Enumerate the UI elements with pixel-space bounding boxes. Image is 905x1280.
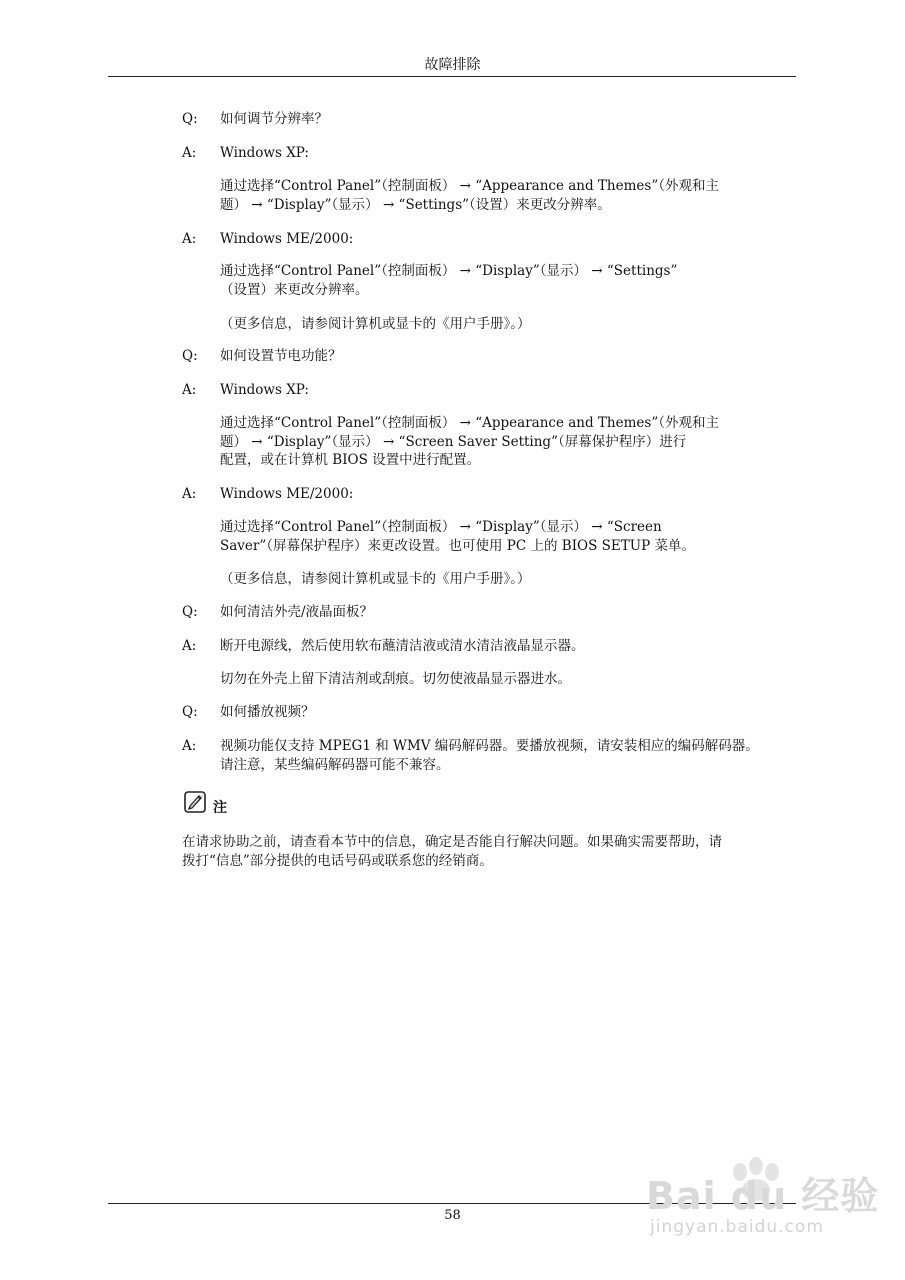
a2b-paragraph <box>220 518 796 555</box>
a4-paragraph <box>220 737 796 774</box>
a1b-label: A: <box>182 231 197 247</box>
note-line-1: 在请求协助之前，请查看本节中的信息，确定是否能自行解决问题。如果确实需要帮助，请 <box>182 834 722 850</box>
watermark-brand: Bai du 经验 <box>646 1174 880 1218</box>
q2-question: 如何设置节电功能？ <box>220 348 342 364</box>
a3-label: A: <box>182 638 197 654</box>
a1-line-1: 通过选择“Control Panel”（控制面板） → “Appearance and Themes”（外观和主 <box>220 178 719 194</box>
header-title: 故障排除 <box>424 57 481 73</box>
q4-question: 如何播放视频？ <box>220 704 315 720</box>
a2-line-2: 题） → “Display”（显示） → “Screen Saver Setting”（屏幕保护程序）进行 <box>220 433 687 450</box>
q3-label: Q: <box>182 604 198 620</box>
a1-label: A: <box>182 145 197 161</box>
q1-label: Q: <box>182 111 198 127</box>
a1-paragraph <box>220 177 796 214</box>
watermark-url: jingyan.baidu.com <box>650 1217 824 1237</box>
a2b-line-2: Saver”（屏幕保护程序）来更改设置。也可使用 PC 上的 BIOS SETUP 菜单。 <box>220 537 696 554</box>
a2b-os: Windows ME/2000: <box>220 486 354 502</box>
a4-label: A: <box>182 738 197 754</box>
a2b-line-1: 通过选择“Control Panel”（控制面板） → “Display”（显示） → “Screen <box>220 519 662 535</box>
a1b-line-1: 通过选择“Control Panel”（控制面板） → “Display”（显示） → “Settings” <box>220 263 678 279</box>
a2-line-1: 通过选择“Control Panel”（控制面板） → “Appearance and Themes”（外观和主 <box>220 415 719 431</box>
a2b-label: A: <box>182 486 197 502</box>
a4-line-2: 请注意，某些编码解码器可能不兼容。 <box>220 756 450 773</box>
note-line-2: 拨打“信息”部分提供的电话号码或联系您的经销商。 <box>182 852 493 869</box>
q1-question: 如何调节分辨率？ <box>220 111 328 127</box>
header-divider <box>108 76 796 77</box>
a1b-os: Windows ME/2000: <box>220 231 354 247</box>
q3-question: 如何清洁外壳/液晶面板？ <box>220 604 374 620</box>
a2b-more-info: （更多信息，请参阅计算机或显卡的《用户手册》。） <box>220 571 531 587</box>
note-pencil-icon <box>184 791 206 813</box>
note-body <box>182 833 796 870</box>
a2-label: A: <box>182 382 197 398</box>
a3-answer: 断开电源线，然后使用软布蘸清洁液或清水清洁液晶显示器。 <box>220 638 585 654</box>
a1b-more-info: （更多信息，请参阅计算机或显卡的《用户手册》。） <box>220 316 531 332</box>
a1-line-2: 题） → “Display”（显示） → “Settings”（设置）来更改分辨率。 <box>220 196 611 213</box>
a2-paragraph <box>220 414 796 470</box>
page-number: 58 <box>444 1208 461 1223</box>
q2-label: Q: <box>182 348 198 364</box>
a1b-paragraph <box>220 262 796 299</box>
note-title: 注 <box>213 800 227 816</box>
a1b-line-2: （设置）来更改分辨率。 <box>220 281 369 298</box>
q4-label: Q: <box>182 704 198 720</box>
a2-os: Windows XP: <box>220 382 309 398</box>
a1-os: Windows XP: <box>220 145 309 161</box>
a3-extra: 切勿在外壳上留下清洁剂或刮痕。切勿使液晶显示器进水。 <box>220 671 571 687</box>
a4-line-1: 视频功能仅支持 MPEG1 和 WMV 编码解码器。要播放视频，请安装相应的编码解码器。 <box>220 738 759 754</box>
a2-line-3: 配置，或在计算机 BIOS 设置中进行配置。 <box>220 452 481 468</box>
